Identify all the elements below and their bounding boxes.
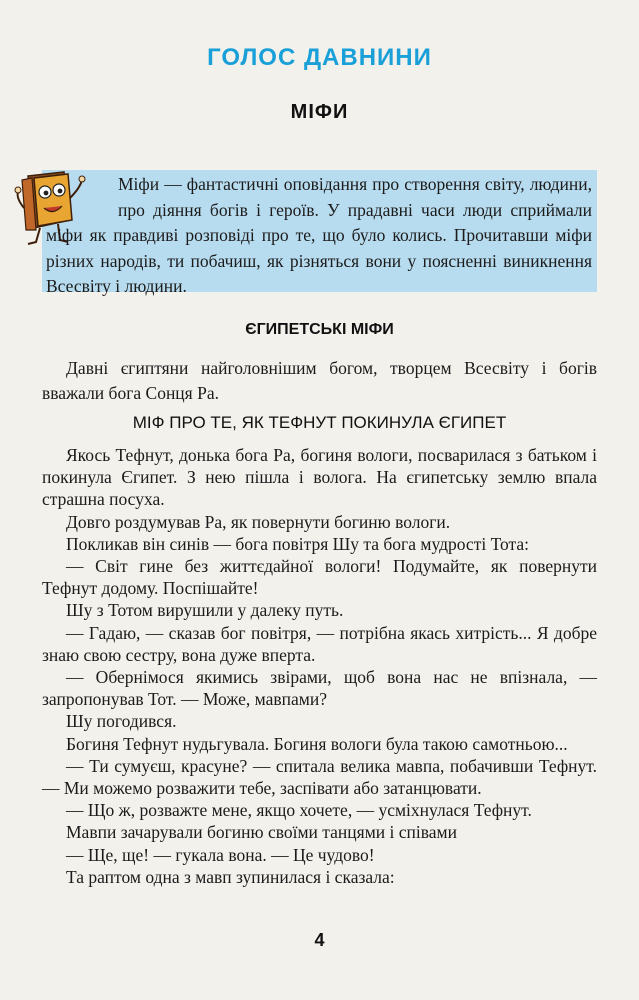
paragraph: — Світ гине без життєдайної вологи! Подумайте, як повернути Тефнут додому. Поспішайте!	[42, 556, 597, 599]
intro-paragraph: Давні єгиптяни найголовнішим богом, творцем Всесвіту і богів вважали бога Сонця Ра.	[42, 358, 597, 403]
section-title: ГОЛОС ДАВНИНИ	[207, 44, 432, 71]
paragraph: — Гадаю, — сказав бог повітря, — потрібна якась хитрість... Я добре знаю свою сестру, вона дуже вперта.	[42, 622, 597, 665]
paragraph: Якось Тефнут, донька бога Ра, богиня вологи, посварилася з батьком і покинула Єгипет. З нею пішла і волога. На єгипетську землю впала страшна посуха.	[42, 445, 597, 510]
paragraph: Та раптом одна з мавп зупинилася і сказала:	[66, 866, 395, 887]
paragraph: Шу з Тотом вирушили у далеку путь.	[66, 600, 344, 621]
subsection-title: ЄГИПЕТСЬКІ МІФИ	[245, 321, 394, 338]
paragraph: — Обернімося якимись звірами, щоб вона нас не впізнала, — запропонував Тот. — Може, мавпами?	[42, 667, 597, 710]
page-number: 4	[314, 930, 325, 950]
paragraph: Покликав він синів — бога повітря Шу та бога мудрості Тота:	[66, 533, 529, 554]
paragraph: Богиня Тефнут нудьгувала. Богиня вологи була такою самотньою...	[66, 733, 568, 754]
myth-title: МІФ ПРО ТЕ, ЯК ТЕФНУТ ПОКИНУЛА ЄГИПЕТ	[132, 413, 507, 432]
paragraph: — Що ж, розважте мене, якщо хочете, — усміхнулася Тефнут.	[66, 800, 532, 821]
paragraph: Мавпи зачарували богиню своїми танцями і співами	[66, 822, 457, 843]
chapter-title: МІФИ	[290, 101, 349, 123]
story-text	[42, 444, 597, 888]
info-box-text	[46, 172, 592, 300]
icon-spacer	[46, 172, 118, 222]
paragraph: Довго роздумував Ра, як повернути богиню вологи.	[66, 511, 451, 532]
paragraph: — Ще, ще! — гукала вона. — Це чудово!	[66, 844, 375, 865]
paragraph: Шу погодився.	[66, 711, 177, 732]
paragraph: — Ти сумуєш, красуне? — спитала велика мавпа, побачивши Тефнут. — Ми можемо розважити тебе, заспівати або затанцювати.	[42, 755, 597, 799]
info-box-paragraph: Міфи — фантастичні оповідання про створення світу, людини, про діяння богів і героїв. У прадавні часи люди сприймали міфи як правдиві розповіді про те, що було колись. Прочитавши міфи різних народів, ти побачиш, як різняться вони у поясненні виникнення Всесвіту і людини.	[46, 174, 592, 296]
